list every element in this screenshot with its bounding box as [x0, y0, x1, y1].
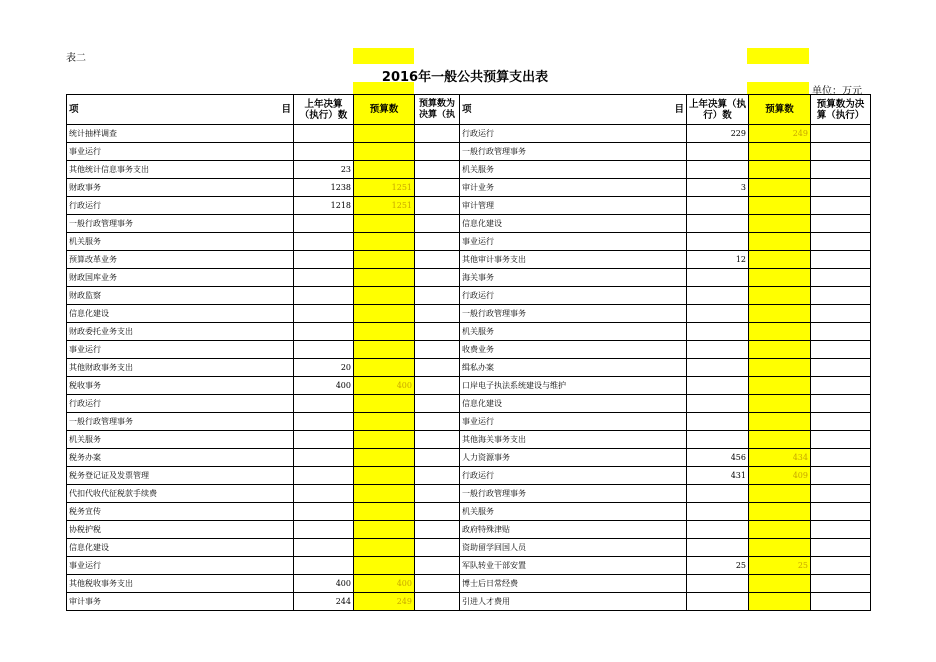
right-prev-value: 25: [687, 557, 749, 575]
left-prev-value: [294, 323, 354, 341]
right-budget-value: [749, 539, 811, 557]
right-item-name: 资助留学回国人员: [460, 539, 687, 557]
right-item-name: 机关服务: [460, 323, 687, 341]
right-ratio-value: [811, 323, 871, 341]
right-ratio-value: [811, 503, 871, 521]
left-item-name: 财政监察: [67, 287, 294, 305]
right-budget-value: [749, 395, 811, 413]
left-prev-value: 1238: [294, 179, 354, 197]
right-ratio-value: [811, 359, 871, 377]
left-ratio-value: [415, 503, 460, 521]
left-item-name: 预算改革业务: [67, 251, 294, 269]
left-prev-value: [294, 467, 354, 485]
left-prev-value: 1218: [294, 197, 354, 215]
left-ratio-value: [415, 575, 460, 593]
left-prev-value: [294, 485, 354, 503]
table-row: [67, 467, 871, 485]
left-prev-value: [294, 449, 354, 467]
left-ratio-value: [415, 125, 460, 143]
left-prev-value: 23: [294, 161, 354, 179]
table-row: [67, 215, 871, 233]
left-ratio-value: [415, 161, 460, 179]
left-item-name: 税务登记证及发票管理: [67, 467, 294, 485]
left-budget-value: 1251: [354, 179, 415, 197]
right-budget-value: [749, 323, 811, 341]
right-ratio-value: [811, 557, 871, 575]
left-prev-value: [294, 125, 354, 143]
left-budget-value: [354, 413, 415, 431]
left-ratio-value: [415, 593, 460, 611]
left-item-name: 税务办案: [67, 449, 294, 467]
left-budget-value: [354, 251, 415, 269]
table-row: [67, 143, 871, 161]
left-item-name: 其他统计信息事务支出: [67, 161, 294, 179]
right-ratio-value: [811, 521, 871, 539]
left-item-name: 行政运行: [67, 395, 294, 413]
left-budget-value: [354, 557, 415, 575]
right-budget-value: [749, 161, 811, 179]
right-budget-value: [749, 179, 811, 197]
table-row: [67, 359, 871, 377]
right-ratio-value: [811, 539, 871, 557]
right-item-name: 一般行政管理事务: [460, 143, 687, 161]
left-budget-value: [354, 125, 415, 143]
left-budget-value: [354, 341, 415, 359]
left-item-name: 事业运行: [67, 143, 294, 161]
left-budget-value: [354, 395, 415, 413]
right-prev-value: [687, 359, 749, 377]
left-item-name: 其他财政事务支出: [67, 359, 294, 377]
right-prev-value: [687, 233, 749, 251]
left-item-name: 一般行政管理事务: [67, 413, 294, 431]
right-item-name: 博士后日常经费: [460, 575, 687, 593]
right-ratio-value: [811, 269, 871, 287]
header-item-right: 项 目: [460, 95, 687, 125]
right-budget-value: [749, 287, 811, 305]
left-budget-value: 400: [354, 377, 415, 395]
table-row: [67, 179, 871, 197]
sheet-label: 表二: [66, 53, 86, 64]
left-item-name: 信息化建设: [67, 305, 294, 323]
table-row: [67, 593, 871, 611]
left-budget-value: [354, 521, 415, 539]
right-ratio-value: [811, 449, 871, 467]
left-item-name: 代扣代收代征税款手续费: [67, 485, 294, 503]
left-ratio-value: [415, 143, 460, 161]
right-prev-value: [687, 341, 749, 359]
header-budget-right: 预算数: [749, 95, 811, 125]
right-ratio-value: [811, 287, 871, 305]
left-item-name: 行政运行: [67, 197, 294, 215]
table-row: [67, 323, 871, 341]
left-ratio-value: [415, 197, 460, 215]
left-budget-value: [354, 287, 415, 305]
left-ratio-value: [415, 233, 460, 251]
left-ratio-value: [415, 179, 460, 197]
header-item-left: 项 目: [67, 95, 294, 125]
right-prev-value: 3: [687, 179, 749, 197]
table-row: [67, 449, 871, 467]
unit-label: 单位：万元: [812, 86, 862, 97]
left-prev-value: 400: [294, 377, 354, 395]
right-ratio-value: [811, 575, 871, 593]
left-item-name: 信息化建设: [67, 539, 294, 557]
left-budget-value: [354, 539, 415, 557]
table-row: [67, 485, 871, 503]
header-ratio-left: 预算数为决算（执: [415, 95, 460, 125]
left-ratio-value: [415, 467, 460, 485]
table-row: [67, 503, 871, 521]
right-ratio-value: [811, 485, 871, 503]
right-prev-value: 12: [687, 251, 749, 269]
right-budget-value: [749, 521, 811, 539]
right-ratio-value: [811, 143, 871, 161]
left-item-name: 财政事务: [67, 179, 294, 197]
right-ratio-value: [811, 251, 871, 269]
left-prev-value: 244: [294, 593, 354, 611]
highlight-cell-left-top: [353, 48, 414, 64]
right-prev-value: [687, 413, 749, 431]
right-ratio-value: [811, 395, 871, 413]
table-row: [67, 557, 871, 575]
right-budget-value: [749, 305, 811, 323]
left-budget-value: 400: [354, 575, 415, 593]
right-budget-value: [749, 413, 811, 431]
left-budget-value: [354, 161, 415, 179]
right-budget-value: [749, 431, 811, 449]
right-budget-value: [749, 251, 811, 269]
left-budget-value: [354, 269, 415, 287]
left-item-name: 协税护税: [67, 521, 294, 539]
left-item-name: 一般行政管理事务: [67, 215, 294, 233]
left-prev-value: [294, 269, 354, 287]
right-prev-value: [687, 269, 749, 287]
left-prev-value: [294, 233, 354, 251]
left-prev-value: [294, 305, 354, 323]
right-ratio-value: [811, 179, 871, 197]
right-ratio-value: [811, 125, 871, 143]
right-budget-value: 409: [749, 467, 811, 485]
left-budget-value: [354, 431, 415, 449]
left-ratio-value: [415, 431, 460, 449]
right-ratio-value: [811, 305, 871, 323]
right-prev-value: [687, 593, 749, 611]
left-item-name: 财政委托业务支出: [67, 323, 294, 341]
right-item-name: 机关服务: [460, 161, 687, 179]
right-prev-value: [687, 143, 749, 161]
right-prev-value: [687, 377, 749, 395]
left-prev-value: [294, 395, 354, 413]
left-budget-value: [354, 305, 415, 323]
table-row: [67, 341, 871, 359]
right-prev-value: [687, 431, 749, 449]
left-budget-value: 249: [354, 593, 415, 611]
right-budget-value: [749, 215, 811, 233]
left-ratio-value: [415, 215, 460, 233]
left-prev-value: [294, 413, 354, 431]
right-prev-value: [687, 539, 749, 557]
right-budget-value: [749, 485, 811, 503]
right-prev-value: [687, 161, 749, 179]
right-budget-value: [749, 359, 811, 377]
table-row: [67, 269, 871, 287]
left-ratio-value: [415, 449, 460, 467]
left-item-name: 统计抽样调查: [67, 125, 294, 143]
right-item-name: 人力资源事务: [460, 449, 687, 467]
left-prev-value: [294, 521, 354, 539]
right-item-name: 引进人才费用: [460, 593, 687, 611]
left-ratio-value: [415, 341, 460, 359]
table-row: [67, 125, 871, 143]
left-budget-value: 1251: [354, 197, 415, 215]
right-item-name: 一般行政管理事务: [460, 485, 687, 503]
right-prev-value: [687, 215, 749, 233]
right-budget-value: [749, 269, 811, 287]
right-prev-value: [687, 521, 749, 539]
table-row: [67, 197, 871, 215]
right-item-name: 政府特殊津贴: [460, 521, 687, 539]
highlight-cell-right-top: [747, 48, 809, 64]
right-item-name: 行政运行: [460, 467, 687, 485]
right-item-name: 行政运行: [460, 287, 687, 305]
left-item-name: 事业运行: [67, 341, 294, 359]
left-budget-value: [354, 467, 415, 485]
left-item-name: 事业运行: [67, 557, 294, 575]
left-item-name: 税务宣传: [67, 503, 294, 521]
highlight-cell-right-mid: [747, 82, 809, 94]
right-item-name: 信息化建设: [460, 215, 687, 233]
right-item-name: 海关事务: [460, 269, 687, 287]
left-prev-value: 20: [294, 359, 354, 377]
right-ratio-value: [811, 341, 871, 359]
right-item-name: 机关服务: [460, 503, 687, 521]
page-title: 2016年一般公共预算支出表: [381, 70, 549, 85]
right-budget-value: [749, 233, 811, 251]
table-row: [67, 377, 871, 395]
right-item-name: 事业运行: [460, 413, 687, 431]
left-ratio-value: [415, 521, 460, 539]
left-budget-value: [354, 449, 415, 467]
right-ratio-value: [811, 233, 871, 251]
left-item-name: 机关服务: [67, 233, 294, 251]
left-prev-value: [294, 143, 354, 161]
right-item-name: 事业运行: [460, 233, 687, 251]
header-prev-left: 上年决算（执行）数: [294, 95, 354, 125]
left-prev-value: 400: [294, 575, 354, 593]
table-row: [67, 287, 871, 305]
right-item-name: 一般行政管理事务: [460, 305, 687, 323]
right-prev-value: 431: [687, 467, 749, 485]
left-item-name: 其他税收事务支出: [67, 575, 294, 593]
left-prev-value: [294, 251, 354, 269]
right-ratio-value: [811, 593, 871, 611]
left-budget-value: [354, 233, 415, 251]
left-budget-value: [354, 485, 415, 503]
header-prev-right: 上年决算（执行）数: [687, 95, 749, 125]
right-ratio-value: [811, 215, 871, 233]
table-row: [67, 233, 871, 251]
right-budget-value: 249: [749, 125, 811, 143]
right-ratio-value: [811, 377, 871, 395]
right-prev-value: [687, 575, 749, 593]
left-ratio-value: [415, 323, 460, 341]
right-budget-value: 434: [749, 449, 811, 467]
right-budget-value: [749, 503, 811, 521]
table-row: [67, 395, 871, 413]
right-budget-value: [749, 341, 811, 359]
right-prev-value: 456: [687, 449, 749, 467]
right-budget-value: [749, 197, 811, 215]
left-ratio-value: [415, 485, 460, 503]
left-budget-value: [354, 359, 415, 377]
table-row: [67, 305, 871, 323]
right-ratio-value: [811, 161, 871, 179]
right-budget-value: [749, 377, 811, 395]
right-item-name: 信息化建设: [460, 395, 687, 413]
table-row: [67, 431, 871, 449]
table-header-row: [67, 95, 871, 125]
left-prev-value: [294, 503, 354, 521]
right-item-name: 缉私办案: [460, 359, 687, 377]
right-ratio-value: [811, 467, 871, 485]
left-budget-value: [354, 323, 415, 341]
right-item-name: 行政运行: [460, 125, 687, 143]
left-ratio-value: [415, 539, 460, 557]
left-prev-value: [294, 539, 354, 557]
left-ratio-value: [415, 251, 460, 269]
left-ratio-value: [415, 305, 460, 323]
left-ratio-value: [415, 395, 460, 413]
right-item-name: 军队转业干部安置: [460, 557, 687, 575]
right-item-name: 其他审计事务支出: [460, 251, 687, 269]
left-budget-value: [354, 143, 415, 161]
budget-table: [66, 94, 871, 611]
left-ratio-value: [415, 557, 460, 575]
header-budget-left: 预算数: [354, 95, 415, 125]
right-item-name: 审计业务: [460, 179, 687, 197]
right-ratio-value: [811, 431, 871, 449]
right-budget-value: 25: [749, 557, 811, 575]
right-item-name: 口岸电子执法系统建设与维护: [460, 377, 687, 395]
left-prev-value: [294, 215, 354, 233]
right-prev-value: [687, 305, 749, 323]
right-item-name: 其他海关事务支出: [460, 431, 687, 449]
right-prev-value: [687, 485, 749, 503]
left-item-name: 税收事务: [67, 377, 294, 395]
left-ratio-value: [415, 287, 460, 305]
left-item-name: 机关服务: [67, 431, 294, 449]
left-item-name: 审计事务: [67, 593, 294, 611]
right-item-name: 审计管理: [460, 197, 687, 215]
right-prev-value: [687, 323, 749, 341]
table-row: [67, 251, 871, 269]
right-budget-value: [749, 143, 811, 161]
left-item-name: 财政国库业务: [67, 269, 294, 287]
right-prev-value: [687, 197, 749, 215]
right-item-name: 收费业务: [460, 341, 687, 359]
right-prev-value: [687, 395, 749, 413]
table-row: [67, 413, 871, 431]
left-budget-value: [354, 503, 415, 521]
right-ratio-value: [811, 413, 871, 431]
right-prev-value: [687, 503, 749, 521]
left-prev-value: [294, 287, 354, 305]
left-ratio-value: [415, 377, 460, 395]
right-budget-value: [749, 593, 811, 611]
right-budget-value: [749, 575, 811, 593]
table-row: [67, 161, 871, 179]
left-ratio-value: [415, 359, 460, 377]
left-prev-value: [294, 431, 354, 449]
left-ratio-value: [415, 413, 460, 431]
right-prev-value: [687, 287, 749, 305]
table-row: [67, 521, 871, 539]
table-row: [67, 575, 871, 593]
left-ratio-value: [415, 269, 460, 287]
left-prev-value: [294, 341, 354, 359]
left-prev-value: [294, 557, 354, 575]
left-budget-value: [354, 215, 415, 233]
header-ratio-right: 预算数为决算（执行）: [811, 95, 871, 125]
right-ratio-value: [811, 197, 871, 215]
right-prev-value: 229: [687, 125, 749, 143]
table-row: [67, 539, 871, 557]
